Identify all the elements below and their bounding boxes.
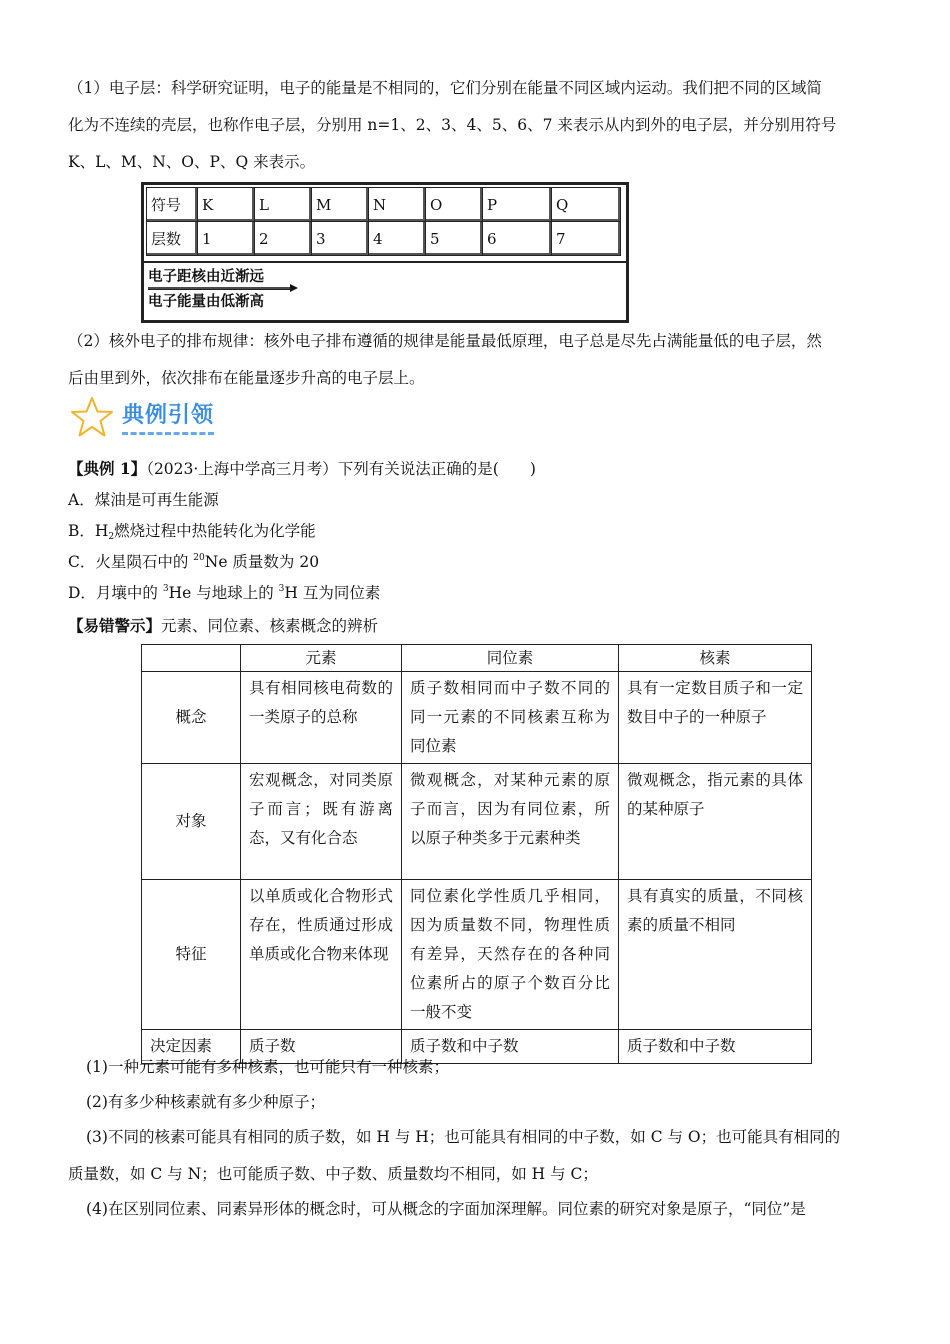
table-row bbox=[142, 764, 812, 880]
para1-line3: K、L、M、N、O、P、Q 来表示。 bbox=[68, 153, 316, 171]
option-b-text: B．H bbox=[68, 522, 109, 540]
shell-symbol-row bbox=[147, 188, 621, 222]
table-header-row bbox=[142, 645, 812, 672]
distance-arrow-label: 电子距核由近渐远 bbox=[148, 269, 264, 285]
energy-arrow-label: 电子能量由低渐高 bbox=[148, 294, 264, 310]
subscript: 2 bbox=[108, 532, 115, 542]
option-d-text: He 与地球上的 bbox=[168, 584, 279, 602]
shell-cell: 7 bbox=[552, 222, 621, 256]
shell-cell: 2 bbox=[255, 222, 312, 256]
table-cell: 微观概念，指元素的具体的某种原子 bbox=[619, 764, 812, 880]
para1-line1: （1）电子层：科学研究证明，电子的能量是不相同的，它们分别在能量不同区域内运动。我们把不同的区域简 bbox=[68, 79, 822, 97]
table-cell: 具有相同核电荷数的一类原子的总称 bbox=[241, 672, 402, 764]
note-3-line1: (3)不同的核素可能具有相同的质子数，如 H 与 H；也可能具有相同的中子数，如 C 与 O；也可能具有相同的 bbox=[86, 1128, 841, 1146]
superscript: 3 bbox=[278, 584, 285, 594]
shell-cell: K bbox=[198, 188, 255, 222]
option-a: A．煤油是可再生能源 bbox=[68, 491, 219, 509]
warning-text: 元素、同位素、核素概念的辨析 bbox=[161, 617, 379, 635]
table-cell: 具有一定数目质子和一定数目中子的一种原子 bbox=[619, 672, 812, 764]
star-icon bbox=[70, 396, 114, 438]
divider bbox=[144, 261, 626, 263]
note-4: (4)在区别同位素、同素异形体的概念时，可从概念的字面加深理解。同位素的研究对象是原子，“同位”是 bbox=[86, 1200, 806, 1218]
option-b-text: 燃烧过程中热能转化为化学能 bbox=[114, 522, 316, 540]
shell-cell: P bbox=[483, 188, 552, 222]
table-header: 元素 bbox=[241, 645, 402, 672]
table-cell: 同位素化学性质几乎相同，因为质量数不同，物理性质有差异，天然存在的各种同位素所占的原子个数百分比一般不变 bbox=[402, 880, 619, 1030]
shell-cell: 层数 bbox=[147, 222, 198, 256]
table-cell: 质子数 bbox=[241, 1030, 402, 1064]
option-c-text: Ne 质量数为 20 bbox=[204, 553, 320, 571]
table-cell: 质子数相同而中子数不同的同一元素的不同核素互称为同位素 bbox=[402, 672, 619, 764]
divider bbox=[148, 289, 293, 290]
note-1: (1)一种元素可能有多种核素，也可能只有一种核素； bbox=[86, 1058, 449, 1076]
table-cell: 以单质或化合物形式存在，性质通过形成单质或化合物来体现 bbox=[241, 880, 402, 1030]
example-label: 【典例 1】 bbox=[68, 459, 147, 478]
table-cell: 质子数和中子数 bbox=[402, 1030, 619, 1064]
example-text: （2023·上海中学高三月考）下列有关说法正确的是( ) bbox=[146, 460, 536, 478]
warning-heading bbox=[68, 614, 378, 636]
table-header: 核素 bbox=[619, 645, 812, 672]
option-c bbox=[68, 550, 319, 572]
shell-cell: M bbox=[312, 188, 369, 222]
shell-cell: L bbox=[255, 188, 312, 222]
section-title: 典例引领 bbox=[122, 403, 215, 428]
note-3-line2: 质量数，如 C 与 N；也可能质子数、中子数、质量数均不相同，如 H 与 C； bbox=[68, 1165, 598, 1183]
para2-line2: 后由里到外，依次排布在能量逐步升高的电子层上。 bbox=[68, 369, 425, 387]
shell-cell: 3 bbox=[312, 222, 369, 256]
shell-cell: 6 bbox=[483, 222, 552, 256]
table-header: 同位素 bbox=[402, 645, 619, 672]
para1-line2: 化为不连续的壳层，也称作电子层，分别用 n=1、2、3、4、5、6、7 来表示从内到外的电子层，并分别用符号 bbox=[68, 116, 837, 134]
note-2: (2)有多少种核素就有多少种原子； bbox=[86, 1093, 325, 1111]
option-c-text: C．火星陨石中的 bbox=[68, 553, 194, 571]
concept-table bbox=[141, 644, 812, 1064]
option-d bbox=[68, 581, 380, 603]
option-d-text: H 互为同位素 bbox=[284, 584, 381, 602]
shell-cell: 5 bbox=[426, 222, 483, 256]
shell-cell: 1 bbox=[198, 222, 255, 256]
title-underline bbox=[122, 432, 214, 435]
table-cell: 微观概念，对某种元素的原子而言，因为有同位素，所以原子种类多于元素种类 bbox=[402, 764, 619, 880]
shell-cell: 4 bbox=[369, 222, 426, 256]
para2-line1: （2）核外电子的排布规律：核外电子排布遵循的规律是能量最低原理，电子总是尽先占满能量低的电子层，然 bbox=[68, 332, 822, 350]
table-row bbox=[142, 880, 812, 1030]
row-head: 特征 bbox=[142, 880, 241, 1030]
shell-cell: O bbox=[426, 188, 483, 222]
shell-cell: Q bbox=[552, 188, 621, 222]
superscript: 3 bbox=[162, 584, 169, 594]
table-header bbox=[142, 645, 241, 672]
table-cell: 宏观概念，对同类原子而言；既有游离态，又有化合态 bbox=[241, 764, 402, 880]
shell-cell: 符号 bbox=[147, 188, 198, 222]
option-d-text: D．月壤中的 bbox=[68, 584, 163, 602]
shell-cell: N bbox=[369, 188, 426, 222]
row-head: 决定因素 bbox=[142, 1030, 241, 1064]
superscript: 20 bbox=[193, 553, 205, 563]
warning-label: 【易错警示】 bbox=[68, 616, 162, 635]
row-head: 概念 bbox=[142, 672, 241, 764]
example-stem bbox=[68, 457, 536, 479]
row-head: 对象 bbox=[142, 764, 241, 880]
table-row bbox=[142, 672, 812, 764]
electron-shell-table bbox=[141, 182, 629, 323]
shell-layer-row bbox=[147, 222, 621, 256]
table-cell: 具有真实的质量，不同核素的质量不相同 bbox=[619, 880, 812, 1030]
table-cell: 质子数和中子数 bbox=[619, 1030, 812, 1064]
option-b bbox=[68, 519, 316, 542]
